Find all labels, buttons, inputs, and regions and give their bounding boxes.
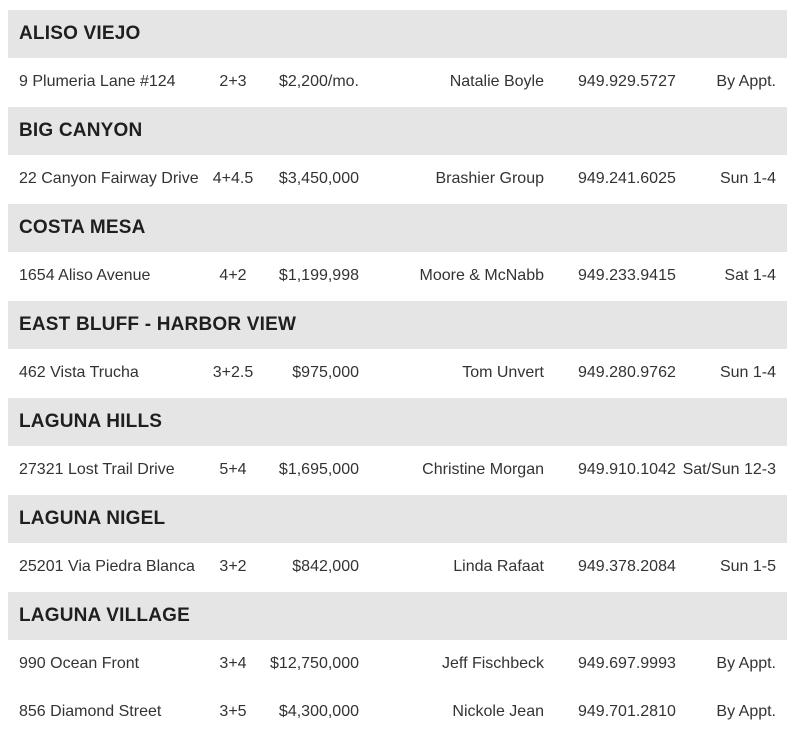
listing-phone: 949.233.9415 — [578, 267, 676, 284]
listing-price: $1,199,998 — [278, 267, 359, 284]
listing-address: 990 Ocean Front — [19, 655, 140, 672]
listing-beds-baths: 4+2 — [219, 267, 247, 284]
listing-price: $842,000 — [292, 558, 359, 575]
listing-phone: 949.701.2810 — [578, 703, 676, 720]
listing-address: 9 Plumeria Lane #124 — [19, 73, 176, 90]
section-title: LAGUNA HILLS — [19, 411, 163, 432]
section-header — [8, 10, 787, 58]
listing-row — [8, 155, 787, 203]
listing-agent: Tom Unvert — [462, 364, 544, 381]
section-title: BIG CANYON — [19, 120, 143, 141]
listing-phone: 949.280.9762 — [578, 364, 676, 381]
listing-agent: Nickole Jean — [452, 703, 544, 720]
section-header — [8, 592, 787, 640]
listing-agent: Jeff Fischbeck — [442, 655, 544, 672]
listing-hours: Sat/Sun 12-3 — [682, 461, 776, 478]
listing-hours: Sun 1-4 — [719, 170, 776, 187]
listing-beds-baths: 3+5 — [219, 703, 247, 720]
section-header — [8, 107, 787, 155]
listing-address: 856 Diamond Street — [19, 703, 162, 720]
listing-hours: By Appt. — [716, 703, 776, 720]
listing-hours: Sat 1-4 — [724, 267, 776, 284]
listing-price: $3,450,000 — [278, 170, 359, 187]
listing-beds-baths: 3+4 — [219, 655, 247, 672]
listing-agent: Natalie Boyle — [449, 73, 544, 90]
listing-beds-baths: 2+3 — [219, 73, 247, 90]
listing-phone: 949.929.5727 — [578, 73, 676, 90]
listing-price: $2,200/mo. — [278, 73, 359, 90]
listing-hours: Sun 1-5 — [719, 558, 776, 575]
section-header — [8, 204, 787, 252]
listing-price: $975,000 — [292, 364, 359, 381]
listing-price: $1,695,000 — [278, 461, 359, 478]
listing-hours: By Appt. — [716, 655, 776, 672]
section-header — [8, 398, 787, 446]
listing-address: 1654 Aliso Avenue — [19, 267, 151, 284]
listing-address: 25201 Via Piedra Blanca — [19, 558, 195, 575]
section-title: ALISO VIEJO — [19, 23, 141, 44]
listing-agent: Moore & McNabb — [419, 267, 544, 284]
listing-row — [8, 58, 787, 106]
section-header — [8, 301, 787, 349]
listing-address: 27321 Lost Trail Drive — [19, 461, 175, 478]
listing-row — [8, 252, 787, 300]
listing-address: 462 Vista Trucha — [19, 364, 139, 381]
listing-beds-baths: 3+2.5 — [212, 364, 254, 381]
listing-agent: Christine Morgan — [422, 461, 544, 478]
open-house-listings — [8, 10, 787, 736]
listing-row — [8, 688, 787, 736]
listing-price: $4,300,000 — [278, 703, 359, 720]
listing-address: 22 Canyon Fairway Drive — [19, 170, 199, 187]
listing-row — [8, 543, 787, 591]
section-title: LAGUNA NIGEL — [19, 508, 166, 529]
listing-hours: Sun 1-4 — [719, 364, 776, 381]
listing-row — [8, 640, 787, 688]
listing-beds-baths: 3+2 — [219, 558, 247, 575]
listing-phone: 949.910.1042 — [578, 461, 676, 478]
listing-row — [8, 349, 787, 397]
listing-beds-baths: 5+4 — [219, 461, 247, 478]
listing-agent: Brashier Group — [435, 170, 544, 187]
section-title: EAST BLUFF - HARBOR VIEW — [19, 314, 297, 335]
section-title: LAGUNA VILLAGE — [19, 605, 190, 626]
section-title: COSTA MESA — [19, 217, 146, 238]
listing-phone: 949.241.6025 — [578, 170, 676, 187]
listing-agent: Linda Rafaat — [453, 558, 544, 575]
listing-phone: 949.697.9993 — [578, 655, 676, 672]
listing-phone: 949.378.2084 — [578, 558, 676, 575]
section-header — [8, 495, 787, 543]
listing-row — [8, 446, 787, 494]
listing-beds-baths: 4+4.5 — [212, 170, 254, 187]
listing-hours: By Appt. — [716, 73, 776, 90]
listing-price: $12,750,000 — [270, 655, 359, 672]
